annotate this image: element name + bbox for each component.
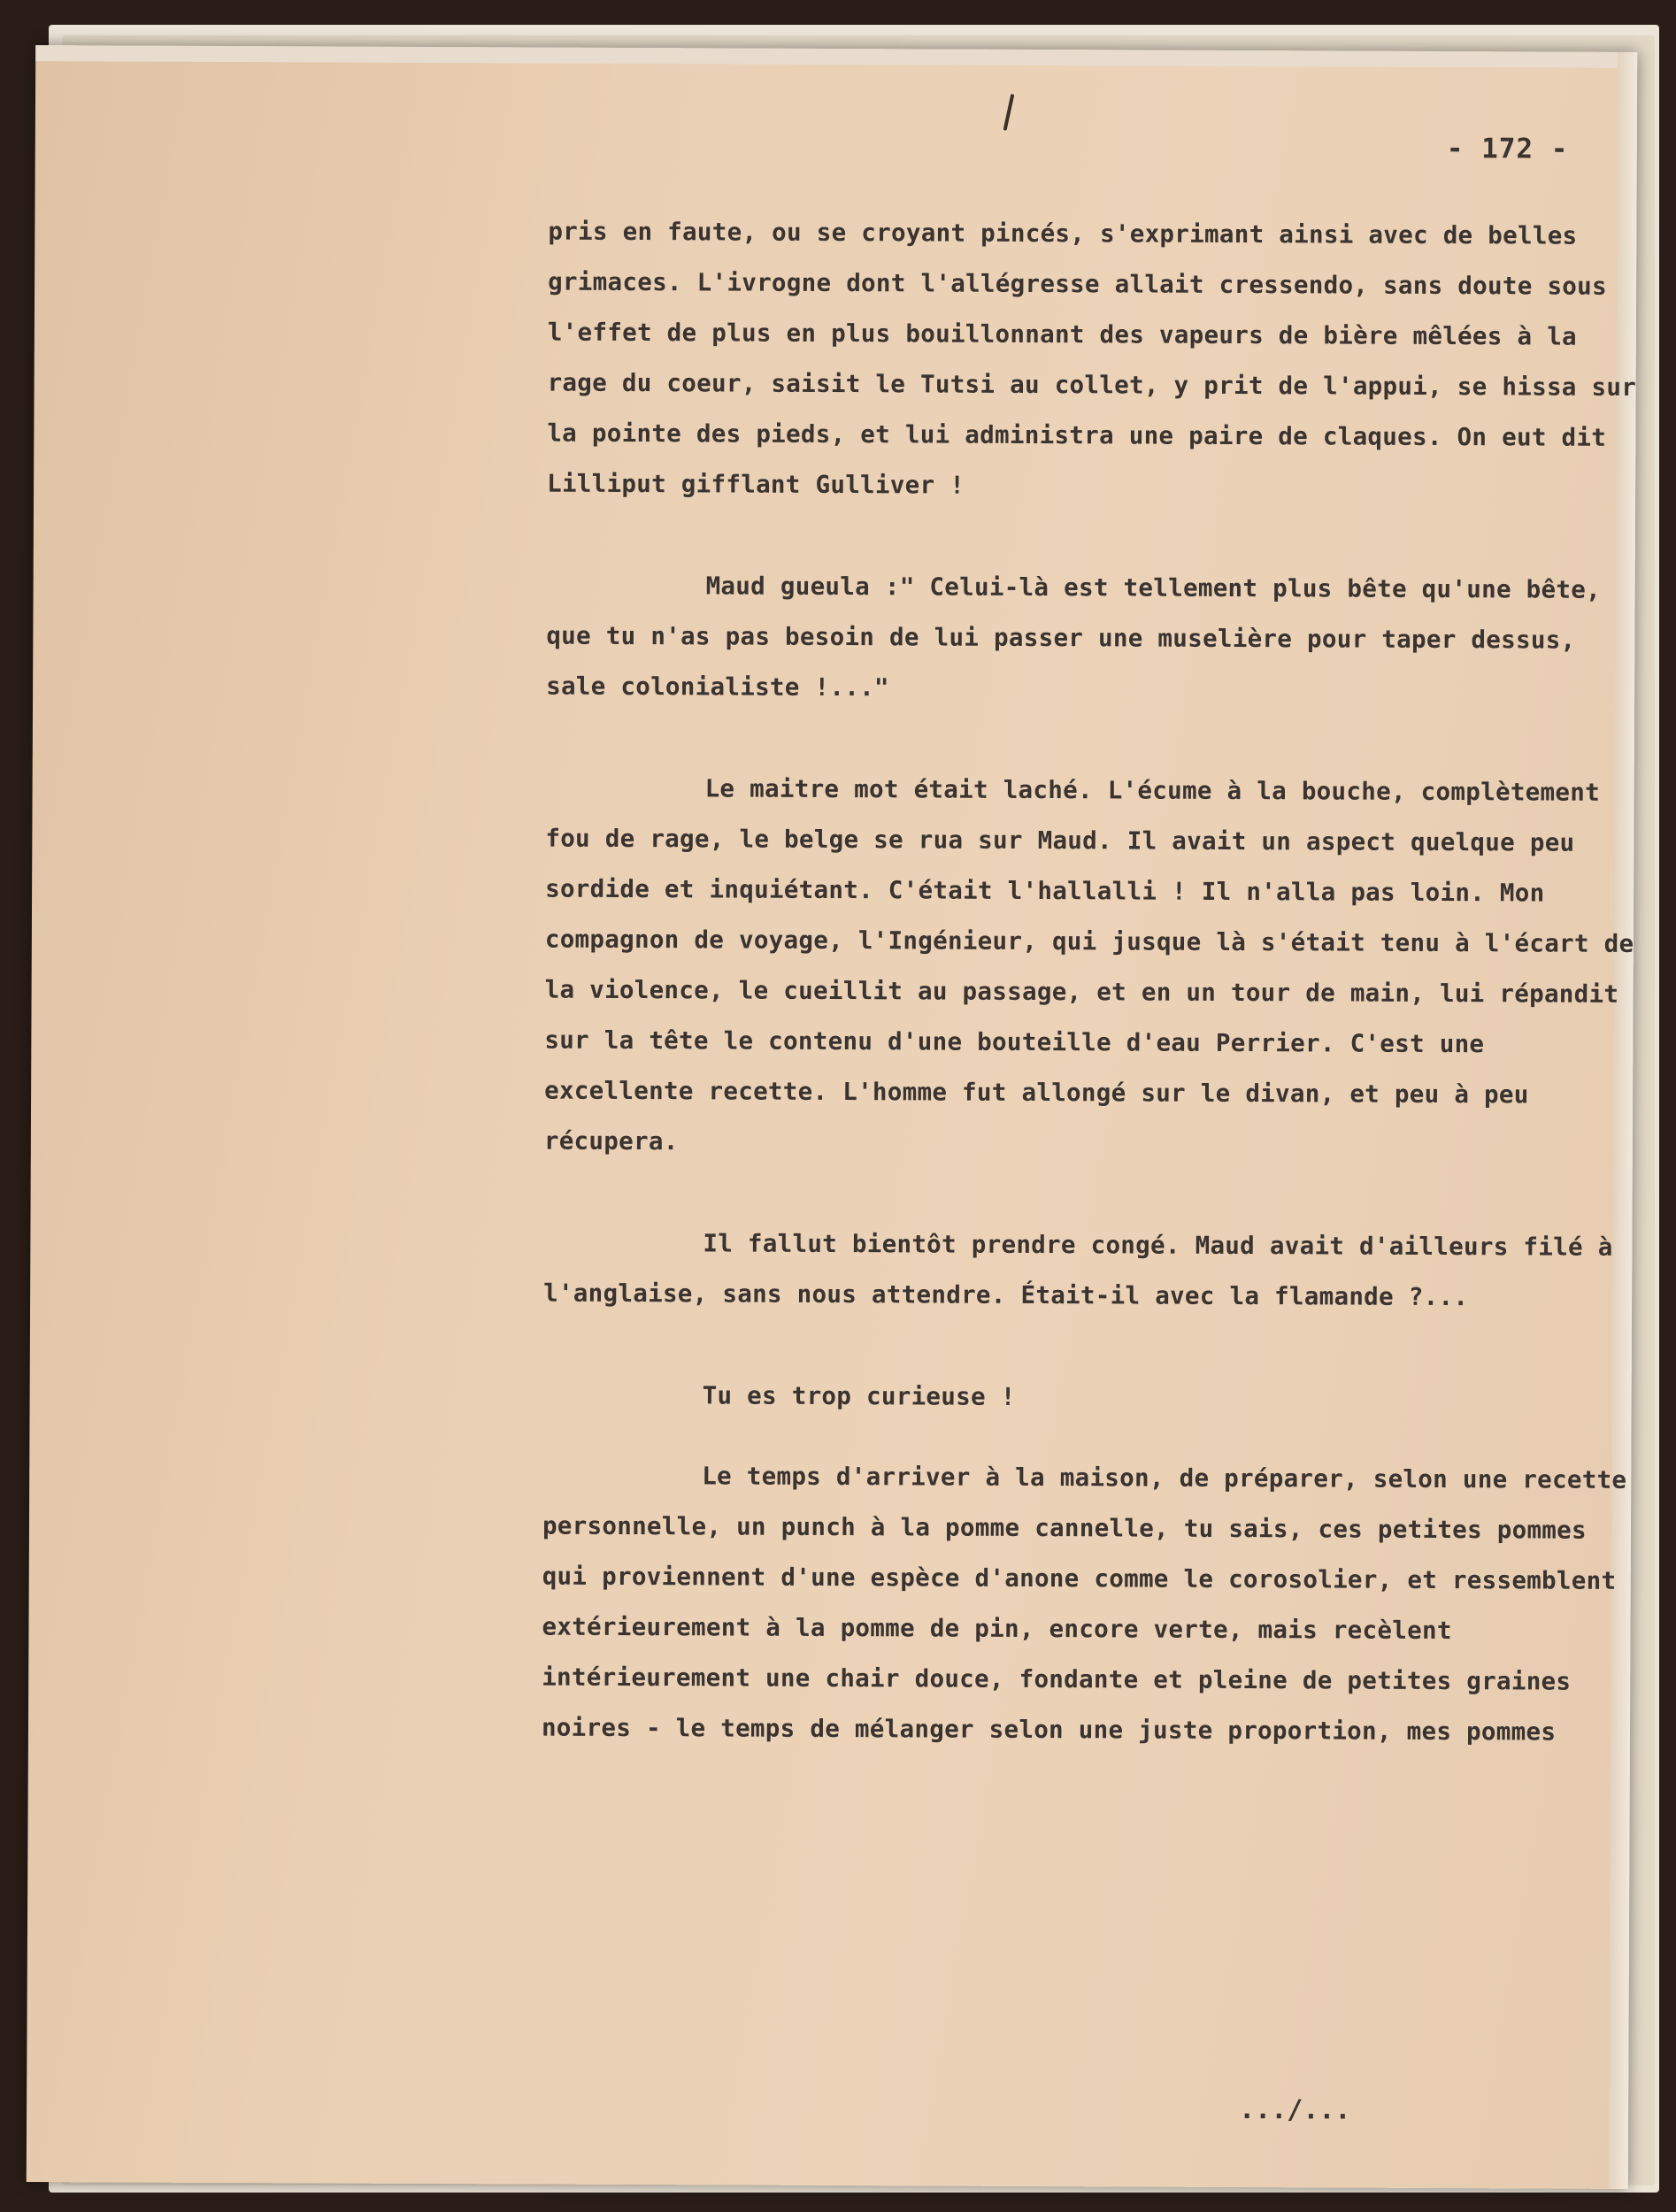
paragraph-2: Maud gueula :" Celui-là est tellement plus bête qu'une bête, que tu n'as pas besoin de lui passer une muselière pour taper dessus, sale colonialiste !...": [546, 572, 1602, 703]
paragraph-5: Le temps d'arriver à la maison, de préparer, selon une recette personnelle, un punch à la pomme cannelle, tu sais, ces petites pommes qui proviennent d'une espèce d'anone comme le corosolier, et ressemblent extérieurement à la pomme de pin, encore verte, mais recèlent intérieurement une chair douce, fondante et pleine de petites graines noires - le temps de mélanger selon une juste proportion, mes pommes: [541, 1462, 1627, 1747]
continuation-marker: .../...: [1239, 2094, 1351, 2126]
paragraph-1: pris en faute, ou se croyant pincés, s'exprimant ainsi avec de belles grimaces. L'ivrogne dont l'allégresse allait cressendo, sans doute sous l'effet de plus en plus bouillonnant des vapeurs de bière mêlées à la rage du coeur, saisit le Tutsi au collet, y prit de l'appui, se hissa sur la pointe des pieds, et lui administra une paire de claques. On eut dit Lilliput gifflant Gulliver !: [547, 217, 1637, 500]
paragraph-4: Il fallut bientôt prendre congé. Maud avait d'ailleurs filé à l'anglaise, sans nous attendre. Était-il avec la flamande ?...: [543, 1229, 1613, 1312]
page-number: - 172 -: [1446, 133, 1569, 165]
section-heading: Tu es trop curieuse !: [702, 1381, 1016, 1411]
paragraph-3: Le maitre mot était laché. L'écume à la bouche, complètement fou de rage, le belge se rua sur Maud. Il avait un aspect quelque peu sordide et inquiétant. C'était l'hallalli ! Il n'alla pas loin. Mon compagnon de voyage, l'Ingénieur, qui jusque là s'était tenu à l'écart de la violence, le cueillit au passage, et en un tour de main, lui répandit sur la tête le contenu d'une bouteille d'eau Perrier. C'est une excellente recette. L'homme fut allongé sur le divan, et peu à peu récupera.: [543, 774, 1634, 1156]
body-text: [542, 207, 1646, 1758]
pen-mark-icon: [1003, 94, 1015, 131]
typed-page: [27, 45, 1638, 2189]
